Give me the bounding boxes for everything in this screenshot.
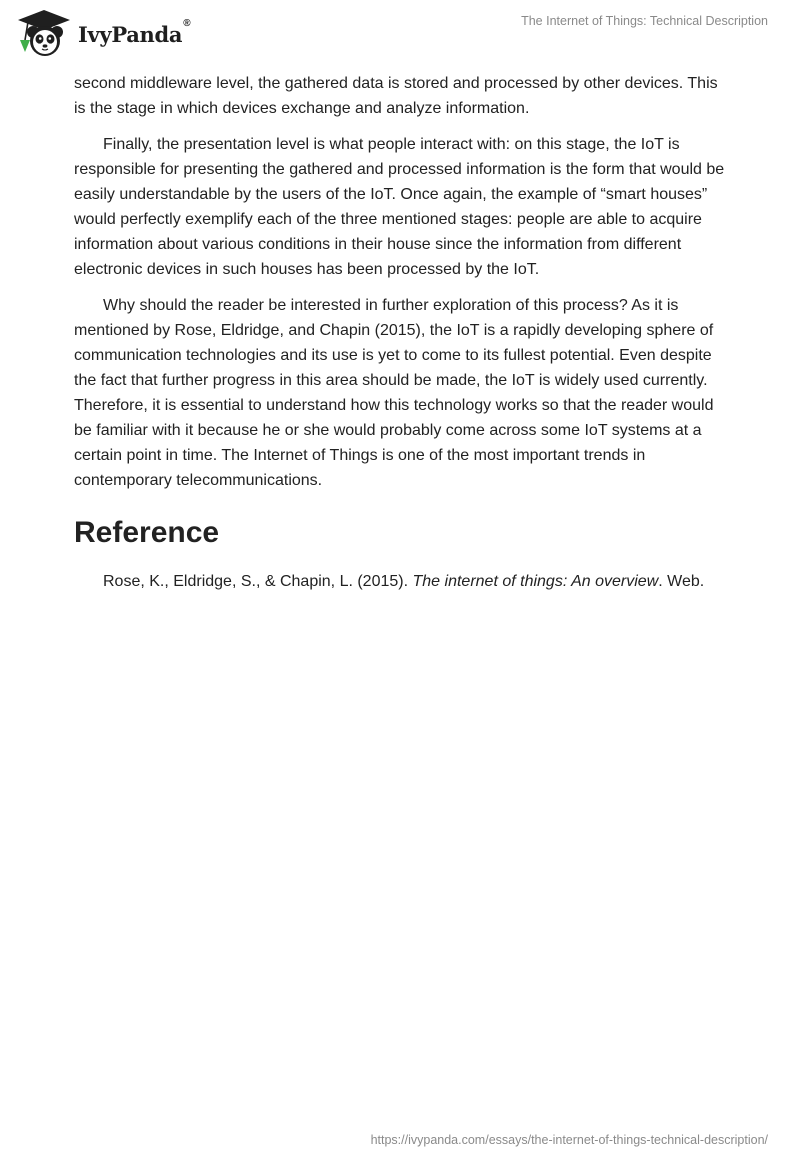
reference-authors: Rose, K., Eldridge, S., & Chapin, L. (2015). — [103, 573, 413, 590]
paragraph-2: Finally, the presentation level is what people interact with: on this stage, the IoT is responsible for presenting the gathered and processed information is the form that would be easily understandable by the users of the IoT. Once again, the example of “smart houses” would perfectly exemplify each of the three mentioned stages: people are able to acquire information about various conditions in their house since the information from different electronic devices in such houses has been processed by the IoT. — [74, 136, 725, 278]
brand-name — [78, 17, 191, 47]
page-header — [0, 0, 800, 60]
reference-tail: . Web. — [658, 573, 705, 590]
panda-graduation-cap-icon — [16, 8, 74, 58]
reference-heading: Reference — [74, 516, 220, 549]
essay-body — [74, 71, 726, 605]
brand-name-text: IvyPanda — [78, 21, 183, 47]
paragraph-1: second middleware level, the gathered data is stored and processed by other devices. This is the stage in which devices exchange and analyze information. — [74, 75, 718, 117]
registered-mark: ® — [183, 17, 191, 29]
document-title: The Internet of Things: Technical Description — [521, 14, 768, 28]
reference-entry — [74, 569, 726, 594]
paragraph-3: Why should the reader be interested in further exploration of this process? As it is mentioned by Rose, Eldridge, and Chapin (2015), the IoT is a rapidly developing sphere of communication technologies and its use is yet to come to its fullest potential. Even despite the fact that further progress in this area should be made, the IoT is widely used currently. Therefore, it is essential to understand how this technology works so that the reader would be familiar with it because he or she would probably come across some IoT systems at a certain point in time. The Internet of Things is one of the most important trends in contemporary telecommunications. — [74, 297, 714, 489]
ivypanda-logo[interactable] — [16, 8, 190, 58]
reference-title: The internet of things: An overview — [412, 573, 659, 590]
source-url[interactable]: https://ivypanda.com/essays/the-internet-of-things-technical-description/ — [370, 1133, 768, 1147]
